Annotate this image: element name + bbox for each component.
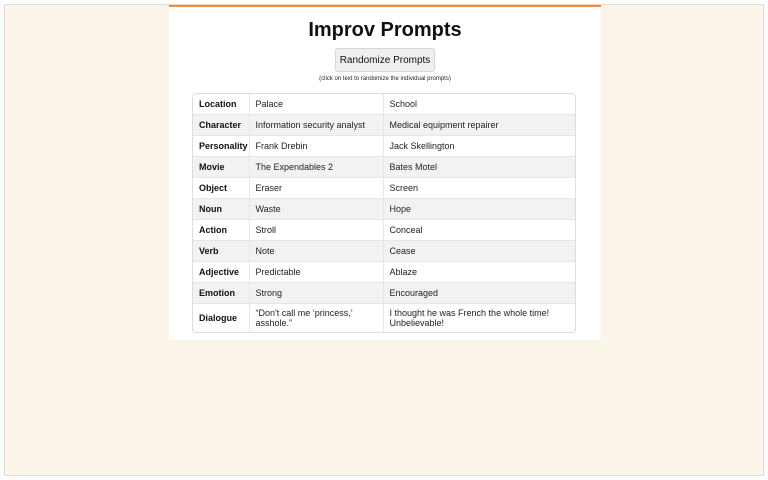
- prompt-cell[interactable]: Information security analyst: [249, 115, 383, 136]
- row-label: Movie: [193, 157, 249, 178]
- row-label: Character: [193, 115, 249, 136]
- prompt-cell[interactable]: Eraser: [249, 178, 383, 199]
- prompt-cell[interactable]: Ablaze: [383, 262, 575, 283]
- table-row-action: [193, 220, 575, 241]
- prompt-cell[interactable]: Palace: [249, 94, 383, 115]
- row-label: Object: [193, 178, 249, 199]
- randomize-hint: (click on text to randomize the individual prompts): [319, 76, 451, 82]
- prompt-cell[interactable]: “Don't call me ‘princess,’ asshole.”: [249, 304, 383, 333]
- row-label: Personality: [193, 136, 249, 157]
- prompt-cell[interactable]: Predictable: [249, 262, 383, 283]
- table-row-movie: [193, 157, 575, 178]
- prompt-cell[interactable]: The Expendables 2: [249, 157, 383, 178]
- row-label: Dialogue: [193, 304, 249, 333]
- table-row-location: [193, 94, 575, 115]
- prompt-cell[interactable]: I thought he was French the whole time! Unbelievable!: [383, 304, 575, 333]
- row-label: Action: [193, 220, 249, 241]
- prompt-cell[interactable]: Bates Motel: [383, 157, 575, 178]
- page-viewport: [4, 4, 764, 476]
- prompt-cell[interactable]: Encouraged: [383, 283, 575, 304]
- prompts-card: [169, 5, 601, 340]
- prompt-cell[interactable]: Strong: [249, 283, 383, 304]
- table-row-dialogue: [193, 304, 575, 333]
- table-row-emotion: [193, 283, 575, 304]
- prompt-cell[interactable]: Screen: [383, 178, 575, 199]
- prompt-cell[interactable]: Frank Drebin: [249, 136, 383, 157]
- row-label: Adjective: [193, 262, 249, 283]
- prompt-cell[interactable]: Jack Skellington: [383, 136, 575, 157]
- prompt-cell[interactable]: Medical equipment repairer: [383, 115, 575, 136]
- row-label: Noun: [193, 199, 249, 220]
- table-row-noun: [193, 199, 575, 220]
- row-label: Location: [199, 99, 237, 109]
- table-row-adjective: [193, 262, 575, 283]
- prompts-table: [192, 93, 576, 333]
- table-row-personality: [193, 136, 575, 157]
- table-row-object: [193, 178, 575, 199]
- row-label: Verb: [193, 241, 249, 262]
- row-label: Emotion: [193, 283, 249, 304]
- prompt-cell[interactable]: Conceal: [383, 220, 575, 241]
- prompt-cell[interactable]: Stroll: [249, 220, 383, 241]
- prompt-cell[interactable]: Hope: [383, 199, 575, 220]
- table-row-verb: [193, 241, 575, 262]
- page-title: Improv Prompts: [308, 19, 462, 41]
- table-row-character: [193, 115, 575, 136]
- prompt-cell[interactable]: Note: [249, 241, 383, 262]
- prompt-cell[interactable]: School: [383, 94, 575, 115]
- prompt-cell[interactable]: Waste: [249, 199, 383, 220]
- prompt-cell[interactable]: Cease: [383, 241, 575, 262]
- randomize-prompts-button[interactable]: Randomize Prompts: [335, 48, 435, 72]
